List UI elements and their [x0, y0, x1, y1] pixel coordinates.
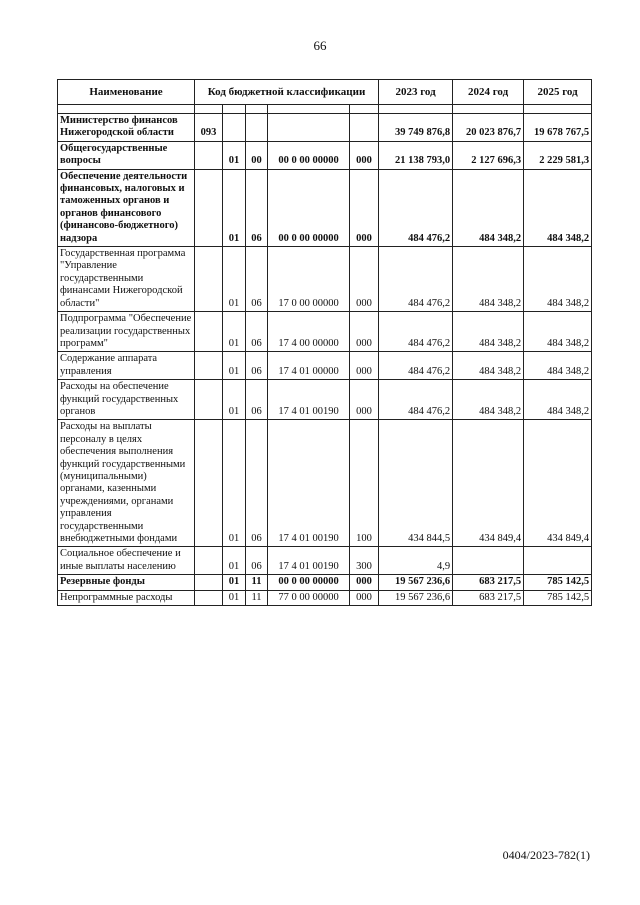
cell-name: Социальное обеспечение и иные выплаты населению — [58, 547, 195, 575]
cell-pr: 00 — [246, 141, 268, 169]
cell-csr: 77 0 00 00000 — [268, 590, 350, 605]
cell-vr: 000 — [350, 247, 379, 312]
header-subrow — [58, 105, 592, 114]
cell-csr: 17 4 01 00190 — [268, 420, 350, 547]
cell-vr: 000 — [350, 590, 379, 605]
cell-pr: 11 — [246, 575, 268, 590]
table-row — [58, 114, 592, 142]
cell-pr: 06 — [246, 352, 268, 380]
cell-name: Резервные фонды — [58, 575, 195, 590]
cell-ved — [195, 575, 223, 590]
cell-2023: 21 138 793,0 — [379, 141, 453, 169]
cell-2024: 683 217,5 — [453, 575, 524, 590]
cell-csr: 00 0 00 00000 — [268, 169, 350, 246]
table-body — [58, 114, 592, 606]
header-2024: 2024 год — [453, 80, 524, 105]
cell-2024: 20 023 876,7 — [453, 114, 524, 142]
cell-vr: 000 — [350, 312, 379, 352]
cell-2025 — [524, 547, 592, 575]
table-row — [58, 312, 592, 352]
table-row — [58, 380, 592, 420]
cell-rz: 01 — [223, 590, 246, 605]
cell-csr: 00 0 00 00000 — [268, 141, 350, 169]
cell-vr: 000 — [350, 141, 379, 169]
table-header — [58, 80, 592, 114]
cell-rz: 01 — [223, 575, 246, 590]
table-row — [58, 547, 592, 575]
cell-csr: 00 0 00 00000 — [268, 575, 350, 590]
cell-2025: 484 348,2 — [524, 352, 592, 380]
cell-2024: 434 849,4 — [453, 420, 524, 547]
cell-rz: 01 — [223, 420, 246, 547]
cell-pr — [246, 114, 268, 142]
cell-ved — [195, 169, 223, 246]
cell-vr: 000 — [350, 380, 379, 420]
cell-pr: 11 — [246, 590, 268, 605]
cell-name: Общегосударственные вопросы — [58, 141, 195, 169]
cell-2024: 484 348,2 — [453, 380, 524, 420]
header-code: Код бюджетной классификации — [195, 80, 379, 105]
cell-ved — [195, 141, 223, 169]
cell-pr: 06 — [246, 169, 268, 246]
cell-vr: 000 — [350, 169, 379, 246]
cell-name: Подпрограмма "Обеспечение реализации государственных программ" — [58, 312, 195, 352]
cell-2023: 484 476,2 — [379, 312, 453, 352]
cell-name: Содержание аппарата управления — [58, 352, 195, 380]
cell-csr: 17 0 00 00000 — [268, 247, 350, 312]
cell-2025: 484 348,2 — [524, 169, 592, 246]
cell-vr: 000 — [350, 575, 379, 590]
cell-ved — [195, 247, 223, 312]
cell-ved — [195, 312, 223, 352]
cell-csr: 17 4 01 00190 — [268, 380, 350, 420]
cell-vr: 300 — [350, 547, 379, 575]
cell-pr: 06 — [246, 312, 268, 352]
table-row — [58, 590, 592, 605]
cell-rz: 01 — [223, 380, 246, 420]
page-number: 66 — [313, 38, 327, 53]
cell-rz: 01 — [223, 169, 246, 246]
cell-2024: 683 217,5 — [453, 590, 524, 605]
cell-2025: 785 142,5 — [524, 575, 592, 590]
cell-name: Обеспечение деятельности финансовых, налоговых и таможенных органов и органов финансового (финансово-бюджетного) надзора — [58, 169, 195, 246]
cell-pr: 06 — [246, 380, 268, 420]
cell-2025: 2 229 581,3 — [524, 141, 592, 169]
cell-csr: 17 4 01 00190 — [268, 547, 350, 575]
cell-name: Министерство финансов Нижегородской области — [58, 114, 195, 142]
cell-vr: 100 — [350, 420, 379, 547]
cell-vr: 000 — [350, 352, 379, 380]
header-2025: 2025 год — [524, 80, 592, 105]
cell-2025: 484 348,2 — [524, 380, 592, 420]
cell-2025: 19 678 767,5 — [524, 114, 592, 142]
budget-table — [57, 79, 592, 606]
cell-2025: 434 849,4 — [524, 420, 592, 547]
cell-name: Непрограммные расходы — [58, 590, 195, 605]
cell-ved — [195, 352, 223, 380]
cell-csr — [268, 114, 350, 142]
cell-2024: 484 348,2 — [453, 312, 524, 352]
cell-name: Расходы на обеспечение функций государственных органов — [58, 380, 195, 420]
cell-2023: 4,9 — [379, 547, 453, 575]
cell-rz: 01 — [223, 312, 246, 352]
cell-rz: 01 — [223, 141, 246, 169]
table-row — [58, 169, 592, 246]
cell-2023: 484 476,2 — [379, 247, 453, 312]
table-row — [58, 141, 592, 169]
cell-pr: 06 — [246, 547, 268, 575]
cell-2024: 484 348,2 — [453, 169, 524, 246]
cell-2025: 785 142,5 — [524, 590, 592, 605]
cell-pr: 06 — [246, 247, 268, 312]
table-row — [58, 575, 592, 590]
table-row — [58, 352, 592, 380]
cell-2023: 19 567 236,6 — [379, 575, 453, 590]
cell-2025: 484 348,2 — [524, 247, 592, 312]
cell-csr: 17 4 01 00000 — [268, 352, 350, 380]
cell-2024 — [453, 547, 524, 575]
table-row — [58, 247, 592, 312]
document-code: 0404/2023-782(1) — [502, 848, 590, 862]
cell-rz — [223, 114, 246, 142]
cell-ved — [195, 547, 223, 575]
cell-ved — [195, 420, 223, 547]
cell-pr: 06 — [246, 420, 268, 547]
cell-2023: 484 476,2 — [379, 169, 453, 246]
cell-2023: 19 567 236,6 — [379, 590, 453, 605]
cell-2024: 2 127 696,3 — [453, 141, 524, 169]
cell-ved — [195, 380, 223, 420]
cell-name: Расходы на выплаты персоналу в целях обеспечения выполнения функций государственными (муниципальными) органами, казенными учреждениями, органами управления государственными внебюджетными фондами — [58, 420, 195, 547]
cell-name: Государственная программа "Управление государственными финансами Нижегородской области" — [58, 247, 195, 312]
table-row — [58, 420, 592, 547]
cell-2024: 484 348,2 — [453, 352, 524, 380]
cell-rz: 01 — [223, 247, 246, 312]
cell-2023: 484 476,2 — [379, 352, 453, 380]
header-2023: 2023 год — [379, 80, 453, 105]
cell-2023: 39 749 876,8 — [379, 114, 453, 142]
cell-2025: 484 348,2 — [524, 312, 592, 352]
cell-2024: 484 348,2 — [453, 247, 524, 312]
cell-2023: 434 844,5 — [379, 420, 453, 547]
cell-rz: 01 — [223, 352, 246, 380]
cell-2023: 484 476,2 — [379, 380, 453, 420]
cell-rz: 01 — [223, 547, 246, 575]
header-name: Наименование — [58, 80, 195, 105]
cell-ved: 093 — [195, 114, 223, 142]
cell-ved — [195, 590, 223, 605]
cell-csr: 17 4 00 00000 — [268, 312, 350, 352]
cell-vr — [350, 114, 379, 142]
